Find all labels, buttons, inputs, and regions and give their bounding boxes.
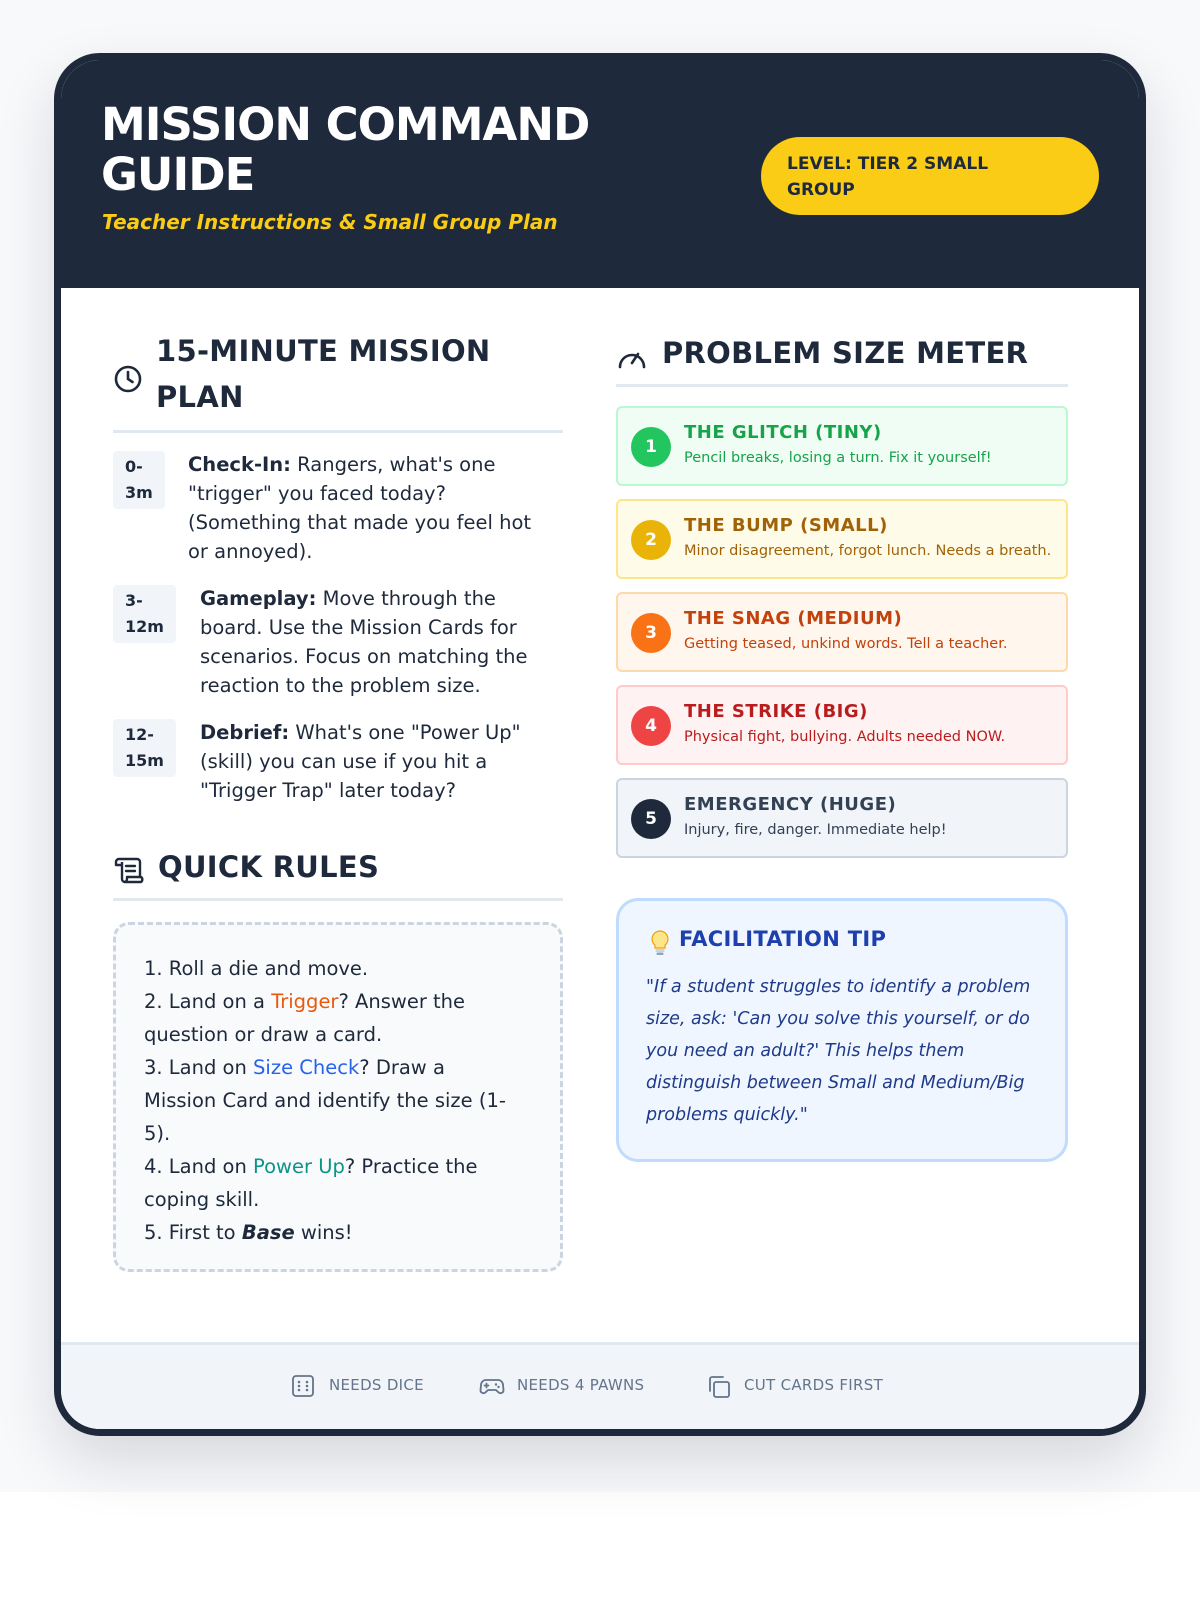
title-line-2: GUIDE [101, 148, 255, 201]
plan-line: "Trigger Trap" later today? [200, 779, 456, 802]
plan-line: scenarios. Focus on matching the [200, 645, 528, 668]
plan-heading-line-1: 15-MINUTE MISSION [156, 334, 491, 368]
time-start: 3- [125, 591, 143, 610]
meter-number: 4 [631, 706, 671, 746]
plan-text [200, 718, 521, 805]
requirement-label: NEEDS DICE [329, 1376, 424, 1394]
page-subtitle: Teacher Instructions & Small Group Plan [102, 210, 558, 234]
meter-heading [616, 328, 1068, 387]
level-badge [761, 137, 1099, 215]
plan-line: board. Use the Mission Cards for [200, 616, 517, 639]
meter-title: THE GLITCH (TINY) [684, 422, 882, 443]
meter-description: Pencil breaks, losing a turn. Fix it yourself! [684, 450, 992, 466]
meter-title: THE BUMP (SMALL) [684, 515, 888, 536]
meter-number: 2 [631, 520, 671, 560]
tip-body: "If a student struggles to identify a problem size, ask: 'Can you solve this yourself, or do you need an adult?' This helps them distinguish between Small and Medium/Big problems quickly." [646, 977, 1031, 1125]
rule-item [144, 1150, 532, 1216]
rule-text: 2. Land on a [144, 990, 272, 1013]
time-tag [113, 585, 176, 643]
rule-text: 3. Land on [144, 1056, 254, 1079]
rule-text: wins! [294, 1221, 353, 1244]
level-line-1: LEVEL: TIER 2 SMALL [787, 154, 989, 174]
rule-text: question or draw a card. [144, 1023, 383, 1046]
page-title [101, 100, 661, 200]
time-end: 12m [125, 617, 164, 636]
rules-list [144, 952, 532, 1249]
meter-item-huge [616, 778, 1068, 858]
rules-heading-text: QUICK RULES [158, 850, 380, 884]
rule-highlight-trigger: Trigger [271, 990, 339, 1013]
level-line-2: GROUP [787, 180, 855, 200]
rule-text: coping skill. [144, 1188, 260, 1211]
time-tag [113, 719, 176, 777]
rule-text: ? Draw a [359, 1056, 445, 1079]
rule-emphasis-base: Base [241, 1221, 295, 1244]
meter-item-medium [616, 592, 1068, 672]
rule-text: ? Answer the [338, 990, 466, 1013]
plan-heading-line-2: PLAN [156, 380, 244, 414]
clock-icon [113, 364, 143, 394]
meter-item-tiny [616, 406, 1068, 486]
rule-text: 4. Land on [144, 1155, 254, 1178]
plan-line: "trigger" you faced today? [188, 482, 446, 505]
meter-title: THE STRIKE (BIG) [684, 701, 868, 722]
meter-number: 3 [631, 613, 671, 653]
plan-label: Gameplay: [200, 587, 317, 610]
facilitation-tip [616, 898, 1068, 1162]
plan-heading-text [156, 328, 490, 420]
plan-label: Check-In: [188, 453, 291, 476]
requirement-label: CUT CARDS FIRST [744, 1376, 884, 1394]
meter-item-small [616, 499, 1068, 579]
rules-box [113, 922, 563, 1272]
plan-line: Move through the [316, 587, 496, 610]
time-end: 3m [125, 483, 153, 502]
meter-description: Injury, fire, danger. Immediate help! [684, 822, 947, 838]
rules-heading [113, 842, 563, 901]
dice-icon [291, 1374, 315, 1398]
rule-text: 5). [144, 1122, 171, 1145]
meter-heading-text: PROBLEM SIZE METER [662, 336, 1029, 370]
plan-line: (skill) you can use if you hit a [200, 750, 488, 773]
time-tag [113, 451, 165, 509]
plan-line: Rangers, what's one [290, 453, 496, 476]
requirement-label: NEEDS 4 PAWNS [517, 1376, 645, 1394]
time-start: 12- [125, 725, 154, 744]
meter-number: 5 [631, 799, 671, 839]
rule-text: ? Practice the [344, 1155, 478, 1178]
meter-title: EMERGENCY (HUGE) [684, 794, 897, 815]
rule-item [144, 985, 532, 1051]
rule-text: Mission Card and identify the size (1- [144, 1089, 506, 1112]
plan-label: Debrief: [200, 721, 290, 744]
gamepad-icon [479, 1374, 505, 1398]
plan-text [200, 584, 528, 700]
meter-description: Physical fight, bullying. Adults needed NOW. [684, 729, 1006, 745]
plan-text [188, 450, 531, 566]
rule-text: 5. First to [144, 1221, 242, 1244]
meter-number: 1 [631, 427, 671, 467]
rule-item [144, 1051, 532, 1150]
plan-line: or annoyed). [188, 540, 313, 563]
time-end: 15m [125, 751, 164, 770]
meter-item-big [616, 685, 1068, 765]
rule-text: 1. Roll a die and move. [144, 957, 369, 980]
tip-title: FACILITATION TIP [679, 927, 887, 951]
rule-item [144, 1216, 532, 1249]
footer [61, 1342, 1139, 1429]
plan-line: (Something that made you feel hot [188, 511, 532, 534]
gauge-icon [616, 343, 648, 371]
header [61, 60, 1139, 288]
lightbulb-icon [649, 929, 671, 957]
scroll-icon [113, 855, 145, 885]
rule-item [144, 952, 532, 985]
plan-line: reaction to the problem size. [200, 674, 481, 697]
rule-highlight-size-check: Size Check [253, 1056, 360, 1079]
meter-description: Getting teased, unkind words. Tell a teacher. [684, 636, 1008, 652]
copy-icon [706, 1374, 732, 1400]
title-line-1: MISSION COMMAND [101, 98, 590, 151]
guide-card [54, 53, 1146, 1436]
time-start: 0- [125, 457, 143, 476]
plan-line: What's one "Power Up" [289, 721, 521, 744]
meter-description: Minor disagreement, forgot lunch. Needs a breath. [684, 543, 1052, 559]
plan-heading [113, 328, 563, 433]
meter-title: THE SNAG (MEDIUM) [684, 608, 903, 629]
rule-highlight-power-up: Power Up [253, 1155, 345, 1178]
